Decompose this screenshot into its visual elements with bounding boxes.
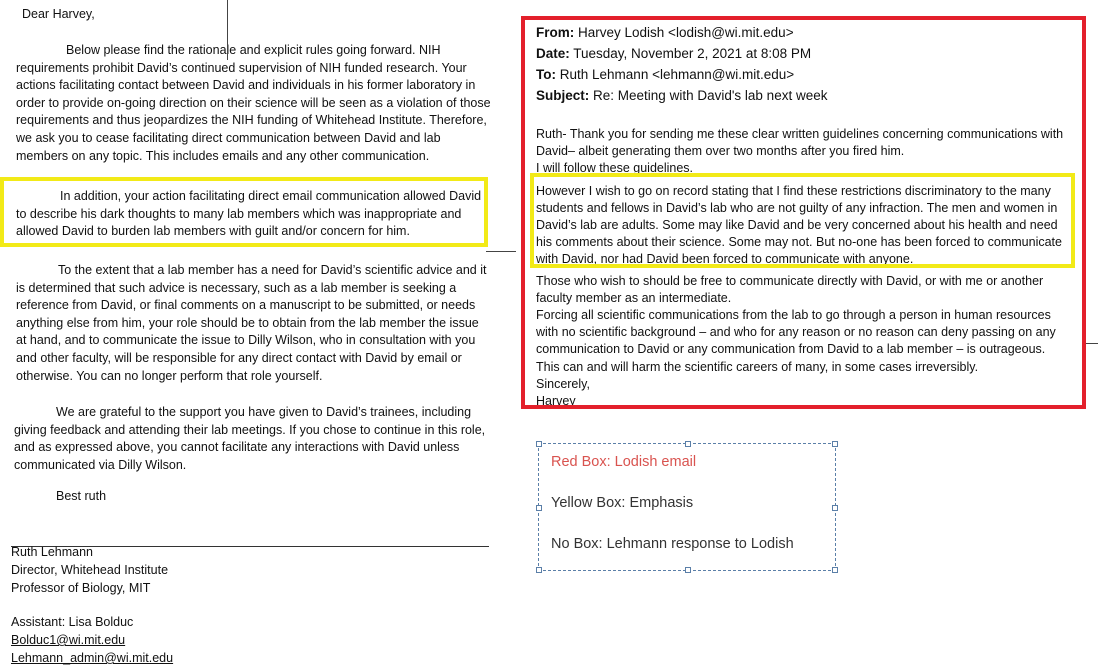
letter-paragraph-1: Below please find the rationale and explicit rules going forward. NIH requirements prohibit David’s continued supervision of NIH funded research. Your actions facilitating contact between David and individuals in his former laboratory in order to provide on-going direction on their science will be seen as a violation of those requirements and thus jeopardizes the NIH funding of Whitehead Institute. Therefore, we ask you to cease facilitating direct communication between David and lab members on any topic. This includes emails and any other communication. bbox=[16, 43, 491, 163]
email-subject-row: Subject: Re: Meeting with David's lab next week bbox=[536, 88, 828, 103]
email-body-line-3: However I wish to go on record stating that I find these restrictions discriminatory to the many students and fellows in David’s lab who are not guilty of any infraction. The men and women in David’s lab are adults. Some may like David and be very concerned about his health and need his comments about their science. Some may not. But no-one has been forced to communicate with David, nor had David been forced to communicate with anyone. bbox=[536, 183, 1062, 267]
legend-box[interactable] bbox=[538, 443, 836, 571]
scan-line-right-edge bbox=[1086, 343, 1098, 344]
resize-handle[interactable] bbox=[832, 441, 838, 447]
assistant-line: Assistant: Lisa Bolduc bbox=[11, 615, 134, 629]
email-to-row: To: Ruth Lehmann <lehmann@wi.mit.edu> bbox=[536, 67, 795, 82]
email-body-line-4: Those who wish to should be free to communicate directly with David, or with me or another faculty member as an intermediate. bbox=[536, 273, 1044, 305]
signature-title-1: Director, Whitehead Institute bbox=[11, 563, 169, 577]
resize-handle[interactable] bbox=[832, 505, 838, 511]
legend-no-box-label: No Box: Lehmann response to Lodish bbox=[551, 536, 794, 552]
email-from: Harvey Lodish <lodish@wi.mit.edu> bbox=[578, 25, 794, 40]
resize-handle[interactable] bbox=[685, 441, 691, 447]
email-body-line-2: I will follow these guidelines. bbox=[536, 161, 694, 176]
scan-line-horizontal bbox=[486, 251, 516, 252]
letter-paragraph-3: To the extent that a lab member has a need for David’s scientific advice and it is determined that such advice is necessary, such as a lab member is seeking a reference from David, or final comments on a manuscript to be submitted, or needs anything else from him, your role should be to obtain from the lab member the issue at hand, and to communicate the issue to Dilly Wilson, who in consultation with you and other faculty, will be responsible for any direct contact with David by email or otherwise. You can no longer perform that role yourself. bbox=[16, 263, 487, 383]
resize-handle[interactable] bbox=[536, 505, 542, 511]
assistant-email-link[interactable]: Bolduc1@wi.mit.edu bbox=[11, 633, 126, 647]
email-to: Ruth Lehmann <lehmann@wi.mit.edu> bbox=[559, 67, 795, 82]
legend-red-box-label: Red Box: Lodish email bbox=[551, 454, 697, 470]
letter-greeting: Dear Harvey, bbox=[22, 7, 95, 21]
email-body-line-1: Ruth- Thank you for sending me these clear written guidelines concerning communications with David– albeit generating them over two months after you fired him. bbox=[536, 127, 1064, 159]
signature-name: Ruth Lehmann bbox=[11, 545, 94, 559]
letter-paragraph-4: We are grateful to the support you have given to David’s trainees, including giving feedback and attending their lab meetings. If you chose to continue in this role, and as expressed above, you cannot facilitate any interactions with David unless communicated via Dilly Wilson. bbox=[14, 405, 486, 472]
email-body-line-7: Harvey bbox=[536, 394, 576, 409]
legend-yellow-box-label: Yellow Box: Emphasis bbox=[551, 495, 694, 511]
resize-handle[interactable] bbox=[685, 567, 691, 573]
red-box-lodish-email bbox=[521, 16, 1086, 409]
letter-signoff: Best ruth bbox=[56, 489, 107, 503]
resize-handle[interactable] bbox=[536, 441, 542, 447]
email-body-line-5: Forcing all scientific communications from the lab to go through a person in human resources with no scientific background – and who for any reason or no reason can deny passing on any communication to David or any communication from David to a lab member – is outrageous. This can and will harm the scientific careers of many, in some cases irreversibly. bbox=[536, 308, 1056, 374]
email-date-row: Date: Tuesday, November 2, 2021 at 8:08 PM bbox=[536, 46, 812, 61]
yellow-emphasis-box-letter bbox=[0, 177, 488, 247]
email-body-line-6: Sincerely, bbox=[536, 376, 590, 391]
signature-title-2: Professor of Biology, MIT bbox=[11, 581, 151, 595]
scan-line-vertical bbox=[227, 0, 228, 60]
resize-handle[interactable] bbox=[832, 567, 838, 573]
email-subject: Re: Meeting with David's lab next week bbox=[593, 88, 828, 103]
resize-handle[interactable] bbox=[536, 567, 542, 573]
letter-paragraph-2: In addition, your action facilitating direct email communication allowed David to describe his dark thoughts to many lab members which was inappropriate and allowed David to burden lab members with guilt and/or concern for him. bbox=[16, 189, 482, 239]
email-from-row: From: Harvey Lodish <lodish@wi.mit.edu> bbox=[536, 25, 794, 40]
email-date: Tuesday, November 2, 2021 at 8:08 PM bbox=[573, 46, 812, 61]
admin-email-link[interactable]: Lehmann_admin@wi.mit.edu bbox=[11, 651, 174, 665]
